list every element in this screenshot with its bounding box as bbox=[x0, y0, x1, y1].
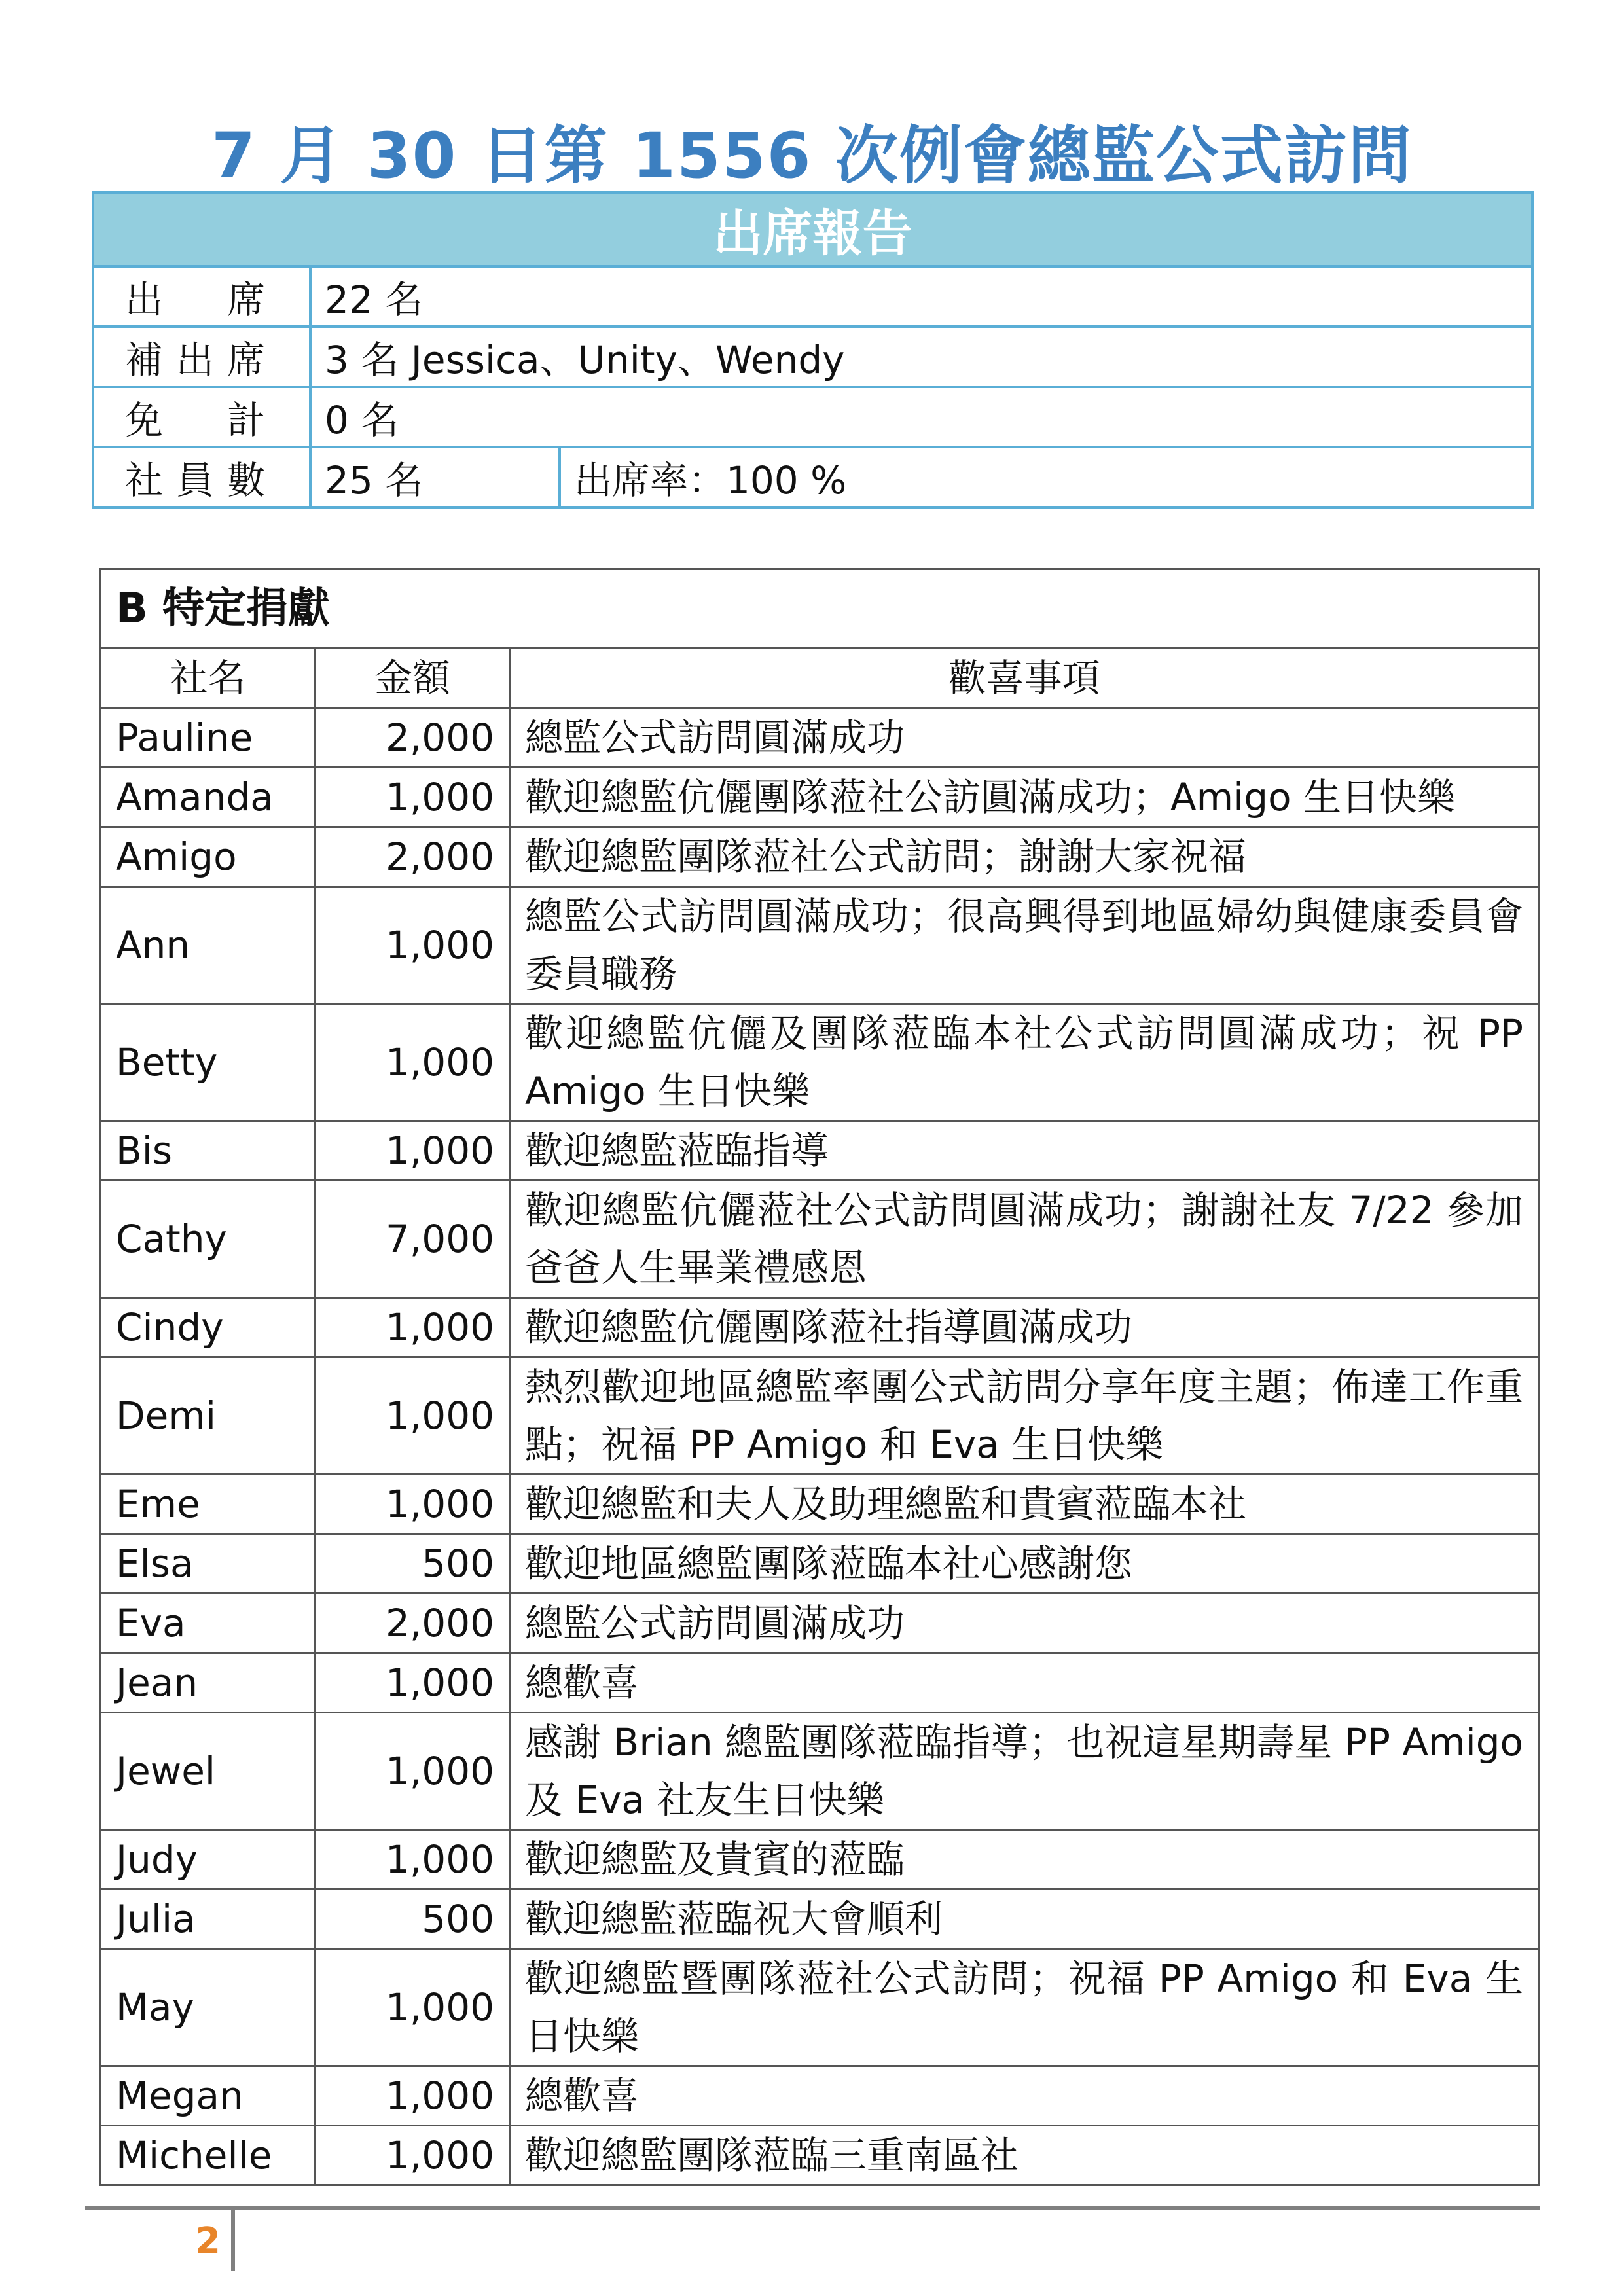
donation-row bbox=[101, 2066, 1539, 2126]
attendance-label: 社員數 bbox=[93, 447, 310, 507]
attendance-row bbox=[93, 327, 1532, 387]
donation-amount: 1,000 bbox=[316, 1004, 510, 1121]
donation-note: 歡迎地區總監團隊蒞臨本社心感謝您 bbox=[510, 1534, 1539, 1594]
donation-row bbox=[101, 1830, 1539, 1890]
attendance-value: 3 名 Jessica、Unity、Wendy bbox=[310, 327, 1532, 387]
attendance-header-row bbox=[93, 192, 1532, 266]
donation-row bbox=[101, 2126, 1539, 2185]
donation-note: 歡迎總監伉儷團隊蒞社公訪圓滿成功；Amigo 生日快樂 bbox=[510, 768, 1539, 827]
donation-note: 歡迎總監團隊蒞臨三重南區社 bbox=[510, 2126, 1539, 2185]
donation-row bbox=[101, 768, 1539, 827]
donation-row bbox=[101, 1949, 1539, 2066]
donation-amount: 1,000 bbox=[316, 887, 510, 1004]
donation-row bbox=[101, 1181, 1539, 1298]
donor-name: Megan bbox=[101, 2066, 316, 2126]
donation-note: 歡迎總監伉儷及團隊蒞臨本社公式訪問圓滿成功；祝 PP Amigo 生日快樂 bbox=[510, 1004, 1539, 1121]
donor-name: Elsa bbox=[101, 1534, 316, 1594]
donation-note: 總歡喜 bbox=[510, 1653, 1539, 1713]
donation-row bbox=[101, 1713, 1539, 1830]
attendance-row bbox=[93, 447, 1532, 507]
donation-amount: 2,000 bbox=[316, 708, 510, 768]
attendance-header: 出席報告 bbox=[93, 192, 1532, 266]
page-number: 2 bbox=[195, 2220, 221, 2263]
donation-note: 歡迎總監伉儷蒞社公式訪問圓滿成功；謝謝社友 7/22 參加爸爸人生畢業禮感恩 bbox=[510, 1181, 1539, 1298]
donation-amount: 500 bbox=[316, 1890, 510, 1949]
donor-name: Eme bbox=[101, 1475, 316, 1534]
donor-name: Cindy bbox=[101, 1298, 316, 1357]
attendance-value: 25 名 bbox=[310, 447, 560, 507]
donor-name: Ann bbox=[101, 887, 316, 1004]
donation-amount: 1,000 bbox=[316, 768, 510, 827]
donation-amount: 1,000 bbox=[316, 1357, 510, 1475]
page-title: 7 月 30 日第 1556 次例會總監公式訪問 bbox=[211, 119, 1413, 192]
attendance-row bbox=[93, 387, 1532, 447]
attendance-value: 0 名 bbox=[310, 387, 1532, 447]
attendance-row bbox=[93, 266, 1532, 327]
donation-row bbox=[101, 1890, 1539, 1949]
attendance-rate: 出席率：100 % bbox=[560, 447, 1532, 507]
donation-amount: 1,000 bbox=[316, 1475, 510, 1534]
donor-name: Demi bbox=[101, 1357, 316, 1475]
donation-amount: 500 bbox=[316, 1534, 510, 1594]
attendance-value: 22 名 bbox=[310, 266, 1532, 327]
donation-row bbox=[101, 1534, 1539, 1594]
donor-name: Bis bbox=[101, 1121, 316, 1181]
donation-table bbox=[99, 568, 1540, 2186]
footer-rule bbox=[85, 2206, 1540, 2210]
donation-amount: 1,000 bbox=[316, 1713, 510, 1830]
donation-amount: 1,000 bbox=[316, 1653, 510, 1713]
donor-name: Pauline bbox=[101, 708, 316, 768]
donation-rows bbox=[101, 708, 1539, 2185]
donation-amount: 2,000 bbox=[316, 827, 510, 887]
donor-name: Eva bbox=[101, 1594, 316, 1653]
donor-name: Cathy bbox=[101, 1181, 316, 1298]
donor-name: Jewel bbox=[101, 1713, 316, 1830]
donor-name: May bbox=[101, 1949, 316, 2066]
donor-name: Michelle bbox=[101, 2126, 316, 2185]
donation-note: 總監公式訪問圓滿成功 bbox=[510, 1594, 1539, 1653]
donor-name: Betty bbox=[101, 1004, 316, 1121]
attendance-label: 免 計 bbox=[93, 387, 310, 447]
donation-row bbox=[101, 887, 1539, 1004]
donation-note: 歡迎總監伉儷團隊蒞社指導圓滿成功 bbox=[510, 1298, 1539, 1357]
donation-note: 歡迎總監和夫人及助理總監和貴賓蒞臨本社 bbox=[510, 1475, 1539, 1534]
column-header-amount: 金額 bbox=[316, 649, 510, 708]
column-header-name: 社名 bbox=[101, 649, 316, 708]
donation-note: 總歡喜 bbox=[510, 2066, 1539, 2126]
donation-section-row bbox=[101, 569, 1539, 649]
donation-row bbox=[101, 1594, 1539, 1653]
donation-amount: 1,000 bbox=[316, 1298, 510, 1357]
column-header-note: 歡喜事項 bbox=[510, 649, 1539, 708]
donation-row bbox=[101, 1121, 1539, 1181]
donation-row bbox=[101, 1004, 1539, 1121]
attendance-label: 出 席 bbox=[93, 266, 310, 327]
donation-note: 歡迎總監蒞臨祝大會順利 bbox=[510, 1890, 1539, 1949]
donor-name: Amigo bbox=[101, 827, 316, 887]
donation-note: 感謝 Brian 總監團隊蒞臨指導；也祝這星期壽星 PP Amigo 及 Eva 社友生日快樂 bbox=[510, 1713, 1539, 1830]
donation-section-title: B 特定捐獻 bbox=[101, 569, 1539, 649]
donation-row bbox=[101, 1357, 1539, 1475]
donation-amount: 2,000 bbox=[316, 1594, 510, 1653]
donation-note: 總監公式訪問圓滿成功；很高興得到地區婦幼與健康委員會委員職務 bbox=[510, 887, 1539, 1004]
donation-amount: 1,000 bbox=[316, 2066, 510, 2126]
footer-divider bbox=[231, 2210, 235, 2271]
donor-name: Jean bbox=[101, 1653, 316, 1713]
donation-note: 歡迎總監暨團隊蒞社公式訪問；祝福 PP Amigo 和 Eva 生日快樂 bbox=[510, 1949, 1539, 2066]
donation-amount: 1,000 bbox=[316, 1830, 510, 1890]
donor-name: Judy bbox=[101, 1830, 316, 1890]
donation-amount: 1,000 bbox=[316, 1121, 510, 1181]
donation-row bbox=[101, 708, 1539, 768]
donation-amount: 1,000 bbox=[316, 2126, 510, 2185]
donation-row bbox=[101, 827, 1539, 887]
donation-row bbox=[101, 1475, 1539, 1534]
donation-note: 歡迎總監團隊蒞社公式訪問；謝謝大家祝福 bbox=[510, 827, 1539, 887]
donor-name: Julia bbox=[101, 1890, 316, 1949]
donation-note: 歡迎總監及貴賓的蒞臨 bbox=[510, 1830, 1539, 1890]
donor-name: Amanda bbox=[101, 768, 316, 827]
attendance-label: 補出席 bbox=[93, 327, 310, 387]
donation-note: 總監公式訪問圓滿成功 bbox=[510, 708, 1539, 768]
donation-row bbox=[101, 1298, 1539, 1357]
donation-column-headers bbox=[101, 649, 1539, 708]
attendance-table bbox=[92, 191, 1534, 509]
donation-amount: 1,000 bbox=[316, 1949, 510, 2066]
donation-row bbox=[101, 1653, 1539, 1713]
donation-amount: 7,000 bbox=[316, 1181, 510, 1298]
donation-note: 歡迎總監蒞臨指導 bbox=[510, 1121, 1539, 1181]
donation-note: 熱烈歡迎地區總監率團公式訪問分享年度主題；佈達工作重點；祝福 PP Amigo 和 Eva 生日快樂 bbox=[510, 1357, 1539, 1475]
